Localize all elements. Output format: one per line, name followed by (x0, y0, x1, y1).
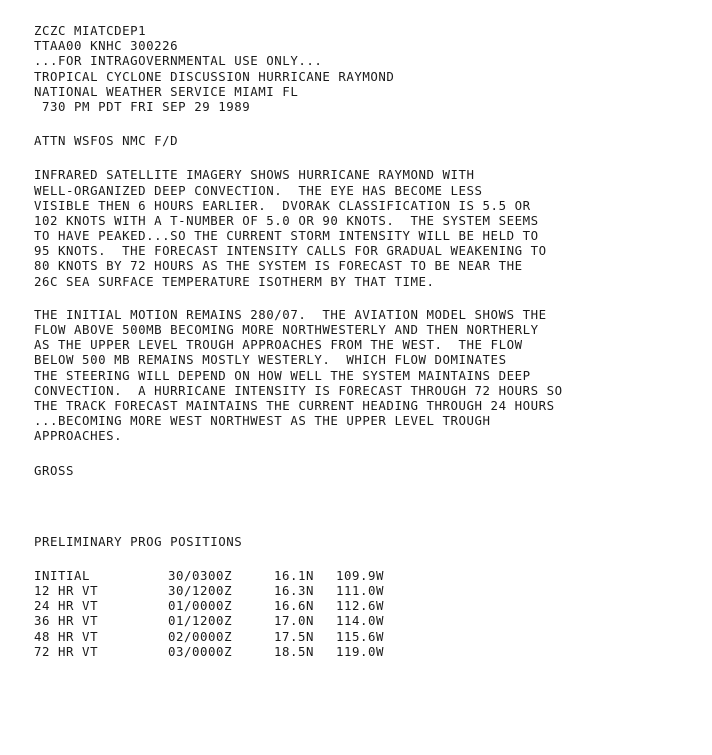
intensity-paragraph (34, 167, 563, 289)
header-line: NATIONAL WEATHER SERVICE MIAMI FL (34, 83, 299, 99)
paragraph-line: BELOW 500 MB REMAINS MOSTLY WESTERLY. WHICH FLOW DOMINATES (34, 352, 507, 368)
longitude: 111.0W (336, 583, 385, 599)
valid-time: 01/1200Z (168, 613, 233, 629)
paragraph-line: VISIBLE THEN 6 HOURS EARLIER. DVORAK CLASSIFICATION IS 5.5 OR (34, 197, 531, 213)
forecast-time-label: 72 HR VT (34, 643, 99, 659)
prog-positions-title: PRELIMINARY PROG POSITIONS (34, 533, 243, 549)
table-row (34, 568, 416, 583)
latitude: 16.1N (274, 567, 315, 583)
prog-positions-table (34, 568, 416, 659)
table-row (34, 613, 416, 628)
paragraph-line: AS THE UPPER LEVEL TROUGH APPROACHES FROM THE WEST. THE FLOW (34, 337, 523, 353)
header-line: ...FOR INTRAGOVERNMENTAL USE ONLY... (34, 53, 323, 69)
valid-time: 30/1200Z (168, 583, 233, 599)
paragraph-line: WELL-ORGANIZED DEEP CONVECTION. THE EYE HAS BECOME LESS (34, 182, 483, 198)
attention-line: ATTN WSFOS NMC F/D (34, 133, 179, 149)
message-header (34, 23, 563, 114)
latitude: 17.0N (274, 613, 315, 629)
paragraph-line: THE INITIAL MOTION REMAINS 280/07. THE AVIATION MODEL SHOWS THE (34, 306, 547, 322)
paragraph-line: ...BECOMING MORE WEST NORTHWEST AS THE UPPER LEVEL TROUGH (34, 413, 491, 429)
paragraph-line: THE STEERING WILL DEPEND ON HOW WELL THE SYSTEM MAINTAINS DEEP (34, 367, 531, 383)
paragraph-line: 95 KNOTS. THE FORECAST INTENSITY CALLS FOR GRADUAL WEAKENING TO (34, 243, 547, 259)
forecast-time-label: 12 HR VT (34, 583, 99, 599)
table-row (34, 598, 416, 613)
forecast-time-label: 24 HR VT (34, 598, 99, 614)
paragraph-line: CONVECTION. A HURRICANE INTENSITY IS FORECAST THROUGH 72 HOURS SO (34, 382, 563, 398)
longitude: 119.0W (336, 643, 385, 659)
latitude: 17.5N (274, 628, 315, 644)
latitude: 18.5N (274, 643, 315, 659)
paragraph-line: 102 KNOTS WITH A T-NUMBER OF 5.0 OR 90 KNOTS. THE SYSTEM SEEMS (34, 212, 539, 228)
valid-time: 03/0000Z (168, 643, 233, 659)
valid-time: 30/0300Z (168, 567, 233, 583)
header-line: ZCZC MIATCDEP1 (34, 23, 147, 38)
motion-paragraph (34, 307, 563, 444)
header-line: 730 PM PDT FRI SEP 29 1989 (34, 98, 251, 114)
discussion-document (34, 23, 563, 659)
paragraph-line: TO HAVE PEAKED...SO THE CURRENT STORM INTENSITY WILL BE HELD TO (34, 228, 539, 244)
paragraph-line: FLOW ABOVE 500MB BECOMING MORE NORTHWESTERLY AND THEN NORTHERLY (34, 322, 539, 337)
latitude: 16.6N (274, 598, 315, 614)
table-row (34, 583, 416, 598)
table-row (34, 644, 416, 659)
valid-time: 02/0000Z (168, 628, 233, 644)
forecast-time-label: 48 HR VT (34, 628, 99, 644)
longitude: 114.0W (336, 613, 385, 629)
latitude: 16.3N (274, 583, 315, 599)
paragraph-line: 80 KNOTS BY 72 HOURS AS THE SYSTEM IS FORECAST TO BE NEAR THE (34, 258, 523, 274)
longitude: 115.6W (336, 628, 385, 644)
forecaster-signature: GROSS (34, 462, 75, 478)
header-line: TTAA00 KNHC 300226 (34, 38, 179, 54)
paragraph-line: APPROACHES. (34, 428, 123, 444)
longitude: 112.6W (336, 598, 385, 614)
header-line: TROPICAL CYCLONE DISCUSSION HURRICANE RAYMOND (34, 68, 395, 84)
forecast-time-label: 36 HR VT (34, 613, 99, 629)
paragraph-line: THE TRACK FORECAST MAINTAINS THE CURRENT HEADING THROUGH 24 HOURS (34, 397, 555, 413)
longitude: 109.9W (336, 567, 385, 583)
paragraph-line: 26C SEA SURFACE TEMPERATURE ISOTHERM BY THAT TIME. (34, 273, 435, 289)
forecast-time-label: INITIAL (34, 567, 91, 583)
valid-time: 01/0000Z (168, 598, 233, 614)
table-row (34, 629, 416, 644)
paragraph-line: INFRARED SATELLITE IMAGERY SHOWS HURRICANE RAYMOND WITH (34, 167, 475, 183)
